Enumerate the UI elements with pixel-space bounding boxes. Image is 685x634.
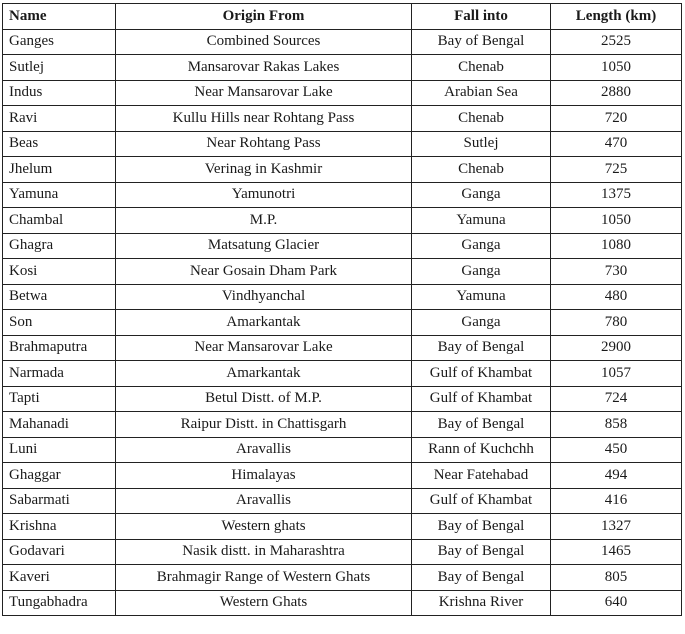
cell-fall-into: Bay of Bengal [412, 412, 551, 438]
cell-origin: Western ghats [116, 514, 412, 540]
cell-name: Sabarmati [3, 488, 116, 514]
cell-length: 725 [551, 157, 682, 183]
cell-fall-into: Ganga [412, 182, 551, 208]
cell-fall-into: Chenab [412, 55, 551, 81]
cell-origin: Vindhyanchal [116, 284, 412, 310]
table-row [3, 80, 682, 106]
cell-length: 805 [551, 565, 682, 591]
cell-fall-into: Krishna River [412, 590, 551, 616]
cell-origin: Near Mansarovar Lake [116, 80, 412, 106]
table-row [3, 55, 682, 81]
table-row [3, 131, 682, 157]
table-row [3, 335, 682, 361]
cell-fall-into: Yamuna [412, 208, 551, 234]
cell-length: 2525 [551, 29, 682, 55]
cell-length: 720 [551, 106, 682, 132]
cell-origin: Near Rohtang Pass [116, 131, 412, 157]
cell-origin: Matsatung Glacier [116, 233, 412, 259]
cell-length: 640 [551, 590, 682, 616]
cell-fall-into: Gulf of Khambat [412, 488, 551, 514]
table-row [3, 437, 682, 463]
cell-origin: Aravallis [116, 437, 412, 463]
table-row [3, 412, 682, 438]
cell-length: 480 [551, 284, 682, 310]
cell-name: Luni [3, 437, 116, 463]
table-row [3, 539, 682, 565]
cell-origin: Mansarovar Rakas Lakes [116, 55, 412, 81]
cell-length: 1050 [551, 208, 682, 234]
cell-name: Jhelum [3, 157, 116, 183]
cell-length: 2880 [551, 80, 682, 106]
table-row [3, 284, 682, 310]
table-body [3, 29, 682, 616]
cell-fall-into: Rann of Kuchchh [412, 437, 551, 463]
table-row [3, 29, 682, 55]
cell-origin: Near Mansarovar Lake [116, 335, 412, 361]
cell-name: Brahmaputra [3, 335, 116, 361]
cell-fall-into: Near Fatehabad [412, 463, 551, 489]
cell-name: Chambal [3, 208, 116, 234]
rivers-table [2, 3, 682, 616]
cell-name: Krishna [3, 514, 116, 540]
cell-name: Sutlej [3, 55, 116, 81]
cell-fall-into: Bay of Bengal [412, 514, 551, 540]
cell-name: Tungabhadra [3, 590, 116, 616]
cell-length: 1050 [551, 55, 682, 81]
cell-fall-into: Bay of Bengal [412, 539, 551, 565]
header-name: Name [3, 4, 116, 30]
cell-fall-into: Bay of Bengal [412, 565, 551, 591]
header-origin: Origin From [116, 4, 412, 30]
cell-name: Ravi [3, 106, 116, 132]
cell-length: 2900 [551, 335, 682, 361]
cell-length: 858 [551, 412, 682, 438]
cell-length: 1080 [551, 233, 682, 259]
header-row [3, 4, 682, 30]
cell-length: 724 [551, 386, 682, 412]
cell-name: Tapti [3, 386, 116, 412]
cell-fall-into: Arabian Sea [412, 80, 551, 106]
cell-name: Yamuna [3, 182, 116, 208]
cell-fall-into: Gulf of Khambat [412, 361, 551, 387]
table-row [3, 259, 682, 285]
cell-origin: Himalayas [116, 463, 412, 489]
table-row [3, 565, 682, 591]
cell-origin: Near Gosain Dham Park [116, 259, 412, 285]
cell-name: Kosi [3, 259, 116, 285]
cell-length: 450 [551, 437, 682, 463]
cell-name: Son [3, 310, 116, 336]
cell-length: 1375 [551, 182, 682, 208]
cell-origin: Amarkantak [116, 361, 412, 387]
cell-origin: Betul Distt. of M.P. [116, 386, 412, 412]
cell-origin: Nasik distt. in Maharashtra [116, 539, 412, 565]
cell-length: 780 [551, 310, 682, 336]
table-row [3, 157, 682, 183]
cell-fall-into: Chenab [412, 106, 551, 132]
cell-name: Ganges [3, 29, 116, 55]
cell-origin: Raipur Distt. in Chattisgarh [116, 412, 412, 438]
cell-length: 730 [551, 259, 682, 285]
table-row [3, 182, 682, 208]
table-row [3, 361, 682, 387]
cell-fall-into: Ganga [412, 259, 551, 285]
cell-origin: M.P. [116, 208, 412, 234]
cell-name: Ghaggar [3, 463, 116, 489]
cell-fall-into: Ganga [412, 233, 551, 259]
cell-origin: Amarkantak [116, 310, 412, 336]
cell-fall-into: Sutlej [412, 131, 551, 157]
cell-origin: Brahmagir Range of Western Ghats [116, 565, 412, 591]
table-row [3, 386, 682, 412]
cell-fall-into: Ganga [412, 310, 551, 336]
header-fall-into: Fall into [412, 4, 551, 30]
cell-length: 416 [551, 488, 682, 514]
table-row [3, 463, 682, 489]
cell-length: 470 [551, 131, 682, 157]
cell-fall-into: Bay of Bengal [412, 335, 551, 361]
cell-origin: Combined Sources [116, 29, 412, 55]
cell-name: Godavari [3, 539, 116, 565]
cell-fall-into: Bay of Bengal [412, 29, 551, 55]
table-row [3, 590, 682, 616]
cell-origin: Verinag in Kashmir [116, 157, 412, 183]
cell-length: 1057 [551, 361, 682, 387]
cell-length: 1327 [551, 514, 682, 540]
cell-name: Mahanadi [3, 412, 116, 438]
cell-name: Narmada [3, 361, 116, 387]
table-row [3, 488, 682, 514]
table-header [3, 4, 682, 30]
cell-fall-into: Gulf of Khambat [412, 386, 551, 412]
table-row [3, 233, 682, 259]
cell-origin: Kullu Hills near Rohtang Pass [116, 106, 412, 132]
cell-origin: Aravallis [116, 488, 412, 514]
cell-length: 1465 [551, 539, 682, 565]
table-row [3, 106, 682, 132]
cell-length: 494 [551, 463, 682, 489]
cell-fall-into: Chenab [412, 157, 551, 183]
table-row [3, 208, 682, 234]
cell-origin: Yamunotri [116, 182, 412, 208]
cell-origin: Western Ghats [116, 590, 412, 616]
table-row [3, 310, 682, 336]
cell-fall-into: Yamuna [412, 284, 551, 310]
cell-name: Betwa [3, 284, 116, 310]
cell-name: Ghagra [3, 233, 116, 259]
cell-name: Beas [3, 131, 116, 157]
table-row [3, 514, 682, 540]
header-length: Length (km) [551, 4, 682, 30]
cell-name: Kaveri [3, 565, 116, 591]
cell-name: Indus [3, 80, 116, 106]
